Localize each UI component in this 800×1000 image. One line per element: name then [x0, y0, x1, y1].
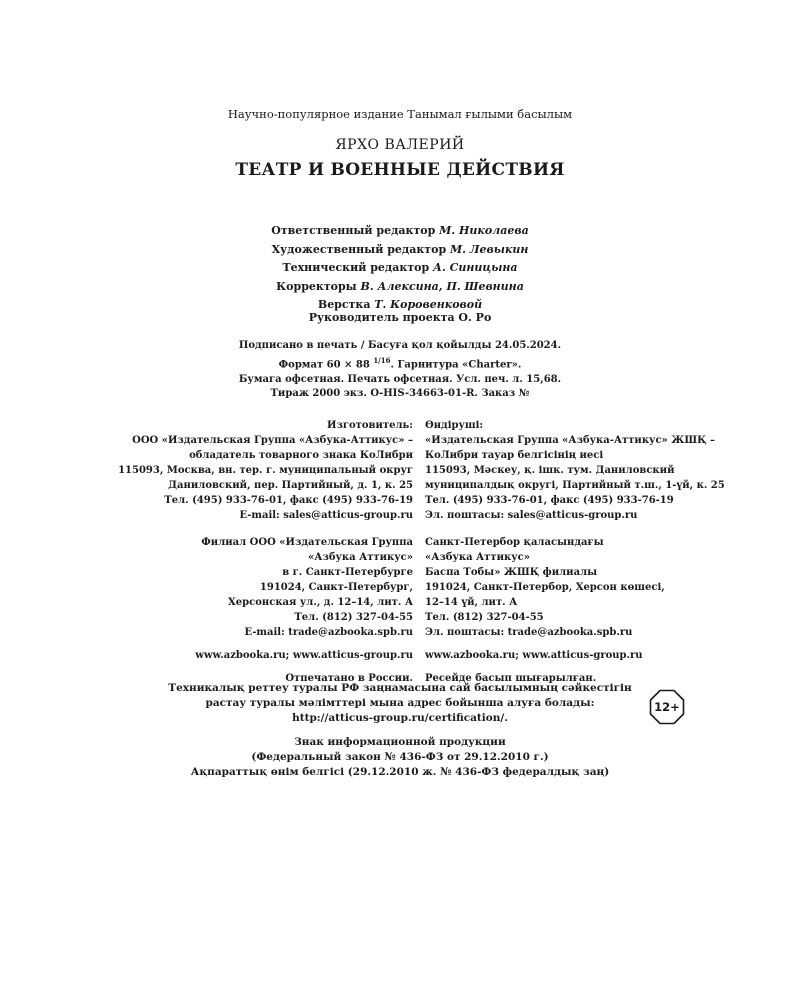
branch-line: 12–14 үй, лит. А [425, 597, 518, 608]
manufacturer-label: Изготовитель: [327, 420, 413, 431]
manufacturer-email: E-mail: sales@atticus-group.ru [239, 510, 413, 521]
branch-line: в г. Санкт-Петербурге [282, 567, 413, 578]
credit-row [0, 241, 800, 260]
manufacturer-phone: Тел. (495) 933-76-01, факс (495) 933-76-19 [164, 495, 413, 506]
credit-role: Корректоры [276, 279, 361, 293]
branch-line: Баспа Тобы» ЖШҚ филиалы [425, 567, 598, 578]
branch-line: Херсонская ул., д. 12–14, лит. А [228, 597, 413, 608]
website-links: www.azbooka.ru; www.atticus-group.ru [425, 650, 643, 661]
credit-name: В. Алексина, П. Шевнина [360, 279, 524, 293]
book-title: ТЕАТР И ВОЕННЫЕ ДЕЙСТВИЯ [235, 160, 565, 180]
author-name: ЯРХО ВАЛЕРИЙ [335, 137, 465, 153]
credit-role: Технический редактор [282, 261, 433, 274]
credit-row [0, 222, 800, 241]
branch-line: 191024, Санкт-Петербург, [259, 582, 413, 593]
credit-row [0, 259, 800, 278]
manufacturer-label: Өндіруші: [425, 420, 484, 431]
kazakh-column [425, 418, 725, 686]
credit-name: Т. Коровенковой [374, 298, 483, 311]
print-paper: Бумага офсетная. Печать офсетная. Усл. печ. л. 15,68. [238, 373, 562, 385]
branch-phone: Тел. (812) 327-04-55 [425, 612, 544, 623]
credit-role: Верстка [317, 298, 375, 311]
print-format [0, 354, 800, 373]
printed-in: Ресейде басып шығарылған. [425, 673, 597, 684]
manufacturer-line: «Издательская Группа «Азбука-Аттикус» ЖШҚ – [425, 435, 716, 446]
russian-column [118, 418, 413, 686]
credit-row [0, 278, 800, 297]
certification-url: http://atticus-group.ru/certification/. [292, 711, 508, 724]
age-rating-label: 12+ [654, 700, 680, 714]
manufacturer-line: 115093, Мәскеу, қ. ішк. тум. Даниловский [425, 465, 675, 476]
branch-line: «Азбука Аттикус» [425, 552, 530, 563]
manufacturer-line: КоЛибри тауар белгісінің иесі [425, 450, 604, 461]
age-rating-icon [649, 689, 685, 725]
project-manager: Руководитель проекта О. Ро [308, 311, 492, 324]
manufacturer-line: Даниловский, пер. Партийный, д. 1, к. 25 [168, 480, 413, 491]
printed-in: Отпечатано в России. [285, 673, 413, 684]
website-links: www.azbooka.ru; www.atticus-group.ru [195, 650, 413, 661]
branch-line: Санкт-Петербор қаласындағы [425, 537, 604, 548]
info-product-sign [0, 735, 800, 780]
credit-name: М. Левыкин [449, 242, 529, 256]
format-fraction: 1/16 [373, 355, 391, 365]
tech-line: растау туралы мәлімттері мына адрес бойынша алуға болады: [205, 696, 595, 709]
credit-role: Ответственный редактор [271, 224, 440, 237]
credits-block [0, 222, 800, 315]
branch-line: 191024, Санкт-Петербор, Херсон көшесі, [425, 582, 665, 593]
branch-email: E-mail: trade@azbooka.spb.ru [244, 627, 413, 638]
manufacturer-line: 115093, Москва, вн. тер. г. муниципальный округ [118, 465, 413, 476]
manufacturer-line: обладатель товарного знака КоЛибри [189, 450, 413, 461]
print-info [0, 339, 800, 402]
manufacturer-line: ООО «Издательская Группа «Азбука-Аттикус» – [132, 435, 413, 446]
tech-line: Техникалық реттеу туралы РФ заңнамасына сай басылымның сәйкестігін [168, 682, 632, 694]
manufacturer-email: Эл. поштасы: sales@atticus-group.ru [425, 510, 638, 521]
branch-line: Филиал ООО «Издательская Группа [201, 537, 413, 548]
branch-line: «Азбука Аттикус» [308, 552, 413, 563]
branch-phone: Тел. (812) 327-04-55 [294, 612, 413, 623]
credit-name: М. Николаева [439, 224, 529, 237]
print-signed: Подписано в печать / Басуға қол қойылды 24.05.2024. [238, 340, 562, 351]
credit-name: А. Синицына [433, 261, 518, 274]
branch-email: Эл. поштасы: trade@azbooka.spb.ru [425, 627, 633, 638]
print-run: Тираж 2000 экз. О-HIS-34663-01-R. Заказ № [270, 388, 530, 400]
manufacturer-line: муниципалдық округі, Партийный т.ш., 1-үй, к. 25 [425, 480, 725, 491]
sign-line: Ақпараттық өнім белгісі (29.12.2010 ж. № 436-ФЗ федералдық заң) [190, 766, 610, 778]
credit-role: Художественный редактор [271, 242, 450, 256]
edition-line: Научно-популярное издание Танымал ғылыми басылым [227, 107, 573, 121]
sign-line: Знак информационной продукции [294, 736, 506, 748]
sign-line: (Федеральный закон № 436-ФЗ от 29.12.2010 г.) [251, 751, 549, 763]
format-label: Формат 60 × 88 [278, 358, 374, 370]
manufacturer-phone: Тел. (495) 933-76-01, факс (495) 933-76-19 [425, 495, 674, 506]
format-typeface: . Гарнитура «Charter». [390, 358, 522, 370]
